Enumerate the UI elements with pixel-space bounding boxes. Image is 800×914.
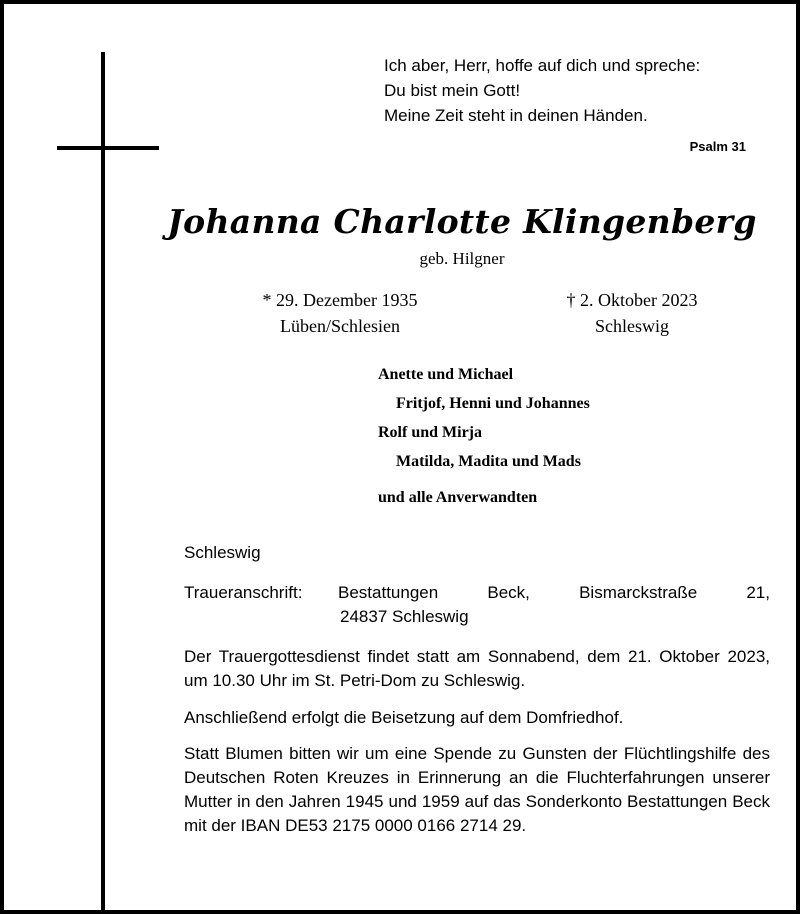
mourner-line: Rolf und Mirja bbox=[378, 424, 482, 441]
mourner-line: und alle Anverwandten bbox=[378, 489, 538, 506]
death-place: Schleswig bbox=[595, 316, 669, 336]
burial-paragraph: Anschließend erfolgt die Beisetzung auf dem Domfriedhof. bbox=[184, 708, 624, 727]
address-line-2: 24837 Schleswig bbox=[340, 607, 469, 626]
mourner-line: Matilda, Madita und Mads bbox=[396, 453, 581, 470]
bible-verse bbox=[384, 53, 700, 128]
deceased-name: Johanna Charlotte Klingenberg bbox=[167, 202, 757, 241]
death-date: † 2. Oktober 2023 bbox=[566, 290, 698, 310]
address-line-1: Bestattungen Beck, Bismarckstraße 21, bbox=[338, 583, 770, 602]
death-info bbox=[512, 287, 752, 339]
address-label: Traueranschrift: bbox=[184, 583, 303, 602]
mourners-list bbox=[378, 360, 590, 512]
service-paragraph: Der Trauergottesdienst findet statt am Sonnabend, dem 21. Oktober 2023, um 10.30 Uhr im St. Petri-Dom zu Schleswig. bbox=[184, 647, 770, 690]
mourner-line: Anette und Michael bbox=[378, 366, 514, 383]
verse-line: Du bist mein Gott! bbox=[384, 81, 521, 100]
mourner-line: Fritjof, Henni und Johannes bbox=[396, 395, 590, 412]
verse-line: Ich aber, Herr, hoffe auf dich und spreche: bbox=[384, 56, 701, 75]
cross-vertical-bar bbox=[101, 52, 105, 914]
verse-source: Psalm 31 bbox=[689, 139, 746, 154]
birth-date: * 29. Dezember 1935 bbox=[262, 290, 418, 310]
birth-info bbox=[220, 287, 460, 339]
cross-horizontal-bar bbox=[57, 146, 159, 150]
maiden-name: geb. Hilgner bbox=[419, 249, 505, 268]
mourning-address bbox=[184, 581, 770, 629]
birth-place: Lüben/Schlesien bbox=[280, 316, 400, 336]
donation-paragraph: Statt Blumen bitten wir um eine Spende zu Gunsten der Flüchtlingshilfe des Deutschen Roten Kreuzes in Erinnerung an die Fluchterfahrungen unserer Mutter in den Jahren 1945 und 1959 auf das Sonderkonto Bestattungen Beck mit der IBAN DE53 2175 0000 0166 2714 29. bbox=[184, 744, 770, 835]
verse-line: Meine Zeit steht in deinen Händen. bbox=[384, 106, 648, 125]
place-line: Schleswig bbox=[184, 543, 261, 562]
